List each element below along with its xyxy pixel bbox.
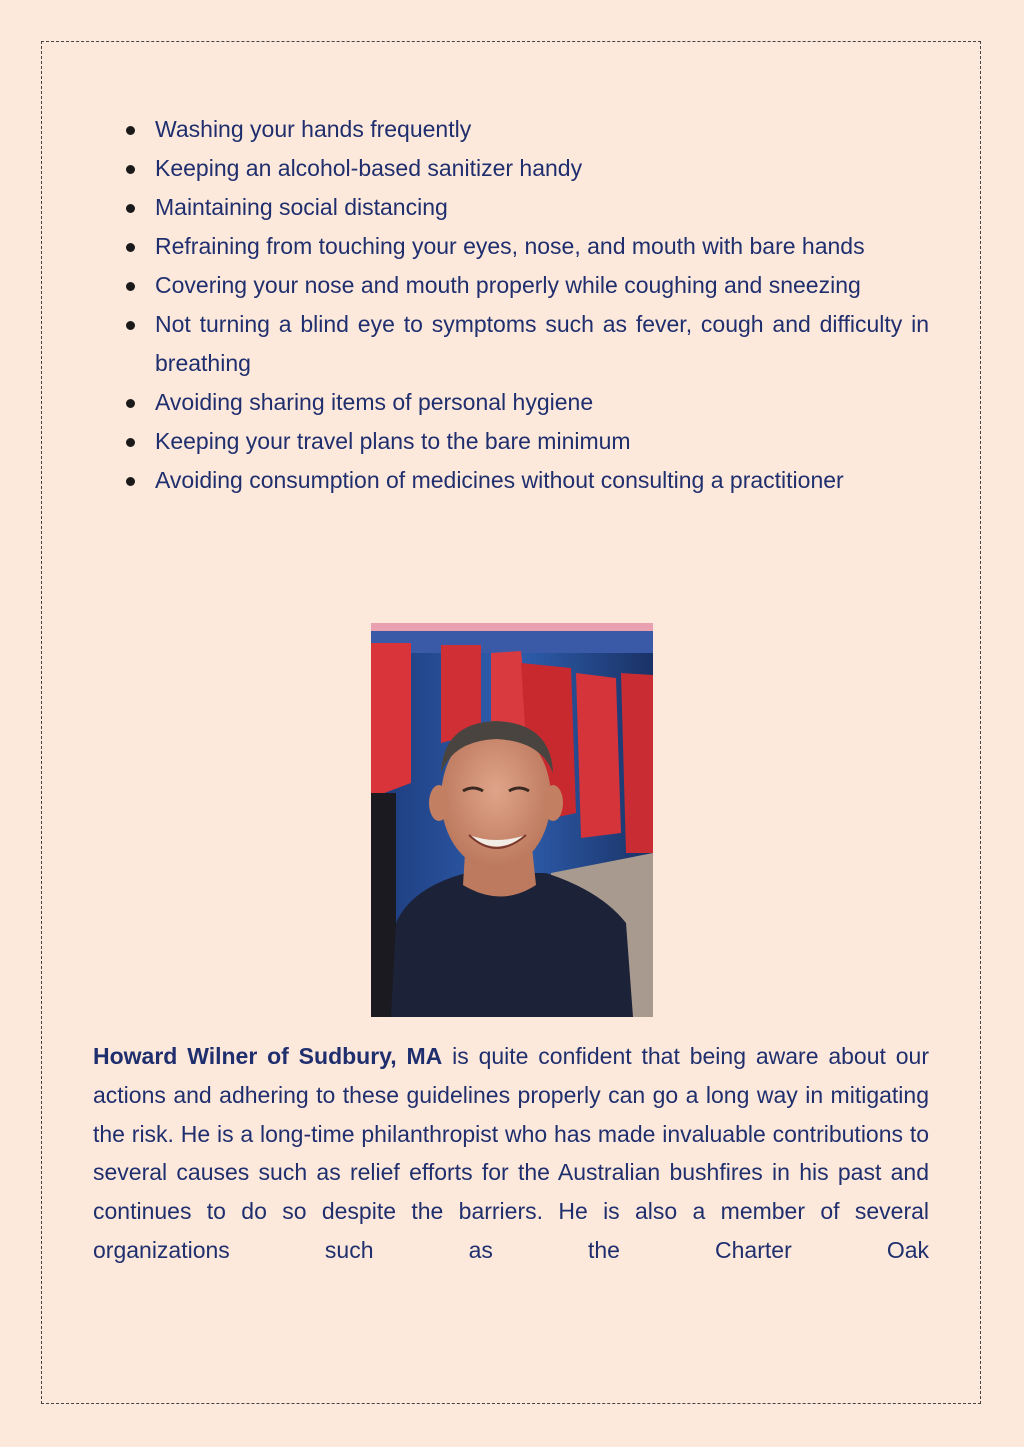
bullet-icon [126,204,135,213]
portrait-photo [371,623,653,1017]
bullet-icon [126,321,135,330]
list-item-text: Refraining from touching your eyes, nose, and mouth with bare hands [155,233,865,259]
bullet-icon [126,477,135,486]
list-item-text: Covering your nose and mouth properly while coughing and sneezing [155,272,861,298]
list-item [93,110,929,149]
list-item [93,149,929,188]
person-name: Howard Wilner of Sudbury, MA [93,1043,443,1069]
list-item [93,461,929,500]
bullet-icon [126,126,135,135]
list-item-text: Not turning a blind eye to symptoms such as fever, cough and difficulty in breathing [155,311,929,376]
list-item [93,305,929,383]
list-item [93,266,929,305]
bullet-icon [126,243,135,252]
list-item-text: Washing your hands frequently [155,116,472,142]
list-item-text: Avoiding sharing items of personal hygiene [155,389,594,415]
bullet-icon [126,165,135,174]
tips-list [93,110,929,500]
list-item [93,383,929,422]
paragraph-text: is quite confident that being aware about our actions and adhering to these guidelines properly can go a long way in mitigating the risk. He is a long-time philanthropist who has made invaluable contributions to several causes such as relief efforts for the Australian bushfires in his past and continues to do so despite the barriers. He is also a member of several organizations such as the Charter Oak [93,1043,929,1263]
list-item [93,227,929,266]
list-item-text: Keeping an alcohol-based sanitizer handy [155,155,583,181]
list-item-text: Avoiding consumption of medicines without consulting a practitioner [155,467,844,493]
bullet-icon [126,399,135,408]
bullet-icon [126,438,135,447]
list-item [93,422,929,461]
list-item [93,188,929,227]
list-item-text: Maintaining social distancing [155,194,448,220]
body-paragraph [93,1037,929,1270]
bullet-icon [126,282,135,291]
list-item-text: Keeping your travel plans to the bare minimum [155,428,631,454]
